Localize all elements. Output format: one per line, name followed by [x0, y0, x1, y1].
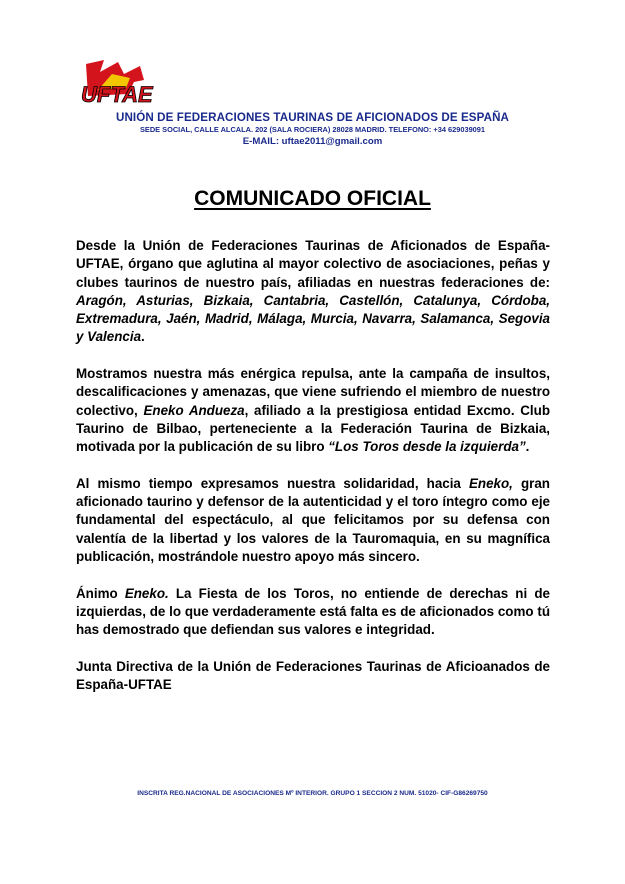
p3-text-b: gran aficionado taurino y defensor de la autenticidad y el toro íntegro como eje fundamental del espectáculo, al que felicitamos por su defensa con valentía de la libertad y los valores de la Tauromaquia, en su magnífica publicación, mostrándole nuestro apoyo más sincero.: [76, 475, 550, 565]
paragraph-1: [76, 237, 550, 347]
logo-wordmark: UFTAE: [81, 82, 153, 107]
p3-text-a: Al mismo tiempo expresamos nuestra solidaridad, hacia: [76, 475, 469, 491]
org-address: SEDE SOCIAL, CALLE ALCALA. 202 (SALA ROCIERA) 28028 MADRID. TELEFONO: +34 629039091: [139, 125, 486, 134]
p1-text: Desde la Unión de Federaciones Taurinas de Aficionados de España-UFTAE, órgano que aglutina al mayor colectivo de asociaciones, peñas y clubes taurinos de nuestro país, afiliadas en nuestras federaciones de:: [76, 238, 550, 290]
p3-name: Eneko,: [468, 475, 513, 491]
uftae-logo: [78, 52, 160, 112]
p1-end: .: [141, 329, 145, 345]
p2-book-title: “Los Toros desde la izquierda”: [328, 439, 526, 455]
paragraph-2: [76, 365, 550, 456]
paragraph-3: [76, 475, 550, 566]
p2-text-b: , afiliado a la prestigiosa entidad Excmo. Club Taurino de Bilbao, perteneciente a la Federación Taurina de Bizkaia, motivada por la publicación de su libro: [76, 402, 550, 455]
paragraph-4: [76, 585, 550, 640]
document-body: [76, 237, 550, 713]
p4-text-b: La Fiesta de los Toros, no entiende de derechas ni de izquierdas, de lo que verdaderamente está falta es de aficionados como tú has demostrado que defiendan sus valores e integridad.: [76, 585, 550, 638]
registration-footer: INSCRITA REG.NACIONAL DE ASOCIACIONES Mº INTERIOR. GRUPO 1 SECCION 2 NUM. 51020- CIF-G86269750: [137, 790, 488, 797]
paragraph-5-signature: Junta Directiva de la Unión de Federaciones Taurinas de Aficioanados de España-UFTAE: [76, 658, 550, 693]
document-title: COMUNICADO OFICIAL: [194, 187, 431, 210]
org-name: UNIÓN DE FEDERACIONES TAURINAS DE AFICIONADOS DE ESPAÑA: [115, 111, 510, 124]
p4-text-a: Ánimo: [76, 585, 125, 601]
uftae-logo-graphic: [78, 52, 160, 112]
p2-text-a: Mostramos nuestra más enérgica repulsa, ante la campaña de insultos, descalificaciones y amenazas, que viene sufriendo el miembro de nuestro colectivo,: [76, 366, 550, 418]
org-email: E-MAIL: uftae2011@gmail.com: [242, 136, 383, 147]
p2-name: Eneko Andueza: [143, 402, 245, 418]
p2-end: .: [525, 439, 530, 455]
p1-regions: Aragón, Asturias, Bizkaia, Cantabria, Castellón, Catalunya, Córdoba, Extremadura, Jaén, Madrid, Málaga, Murcia, Navarra, Salamanca, Segovia y Valencia: [76, 292, 550, 345]
p4-name: Eneko.: [124, 585, 169, 601]
